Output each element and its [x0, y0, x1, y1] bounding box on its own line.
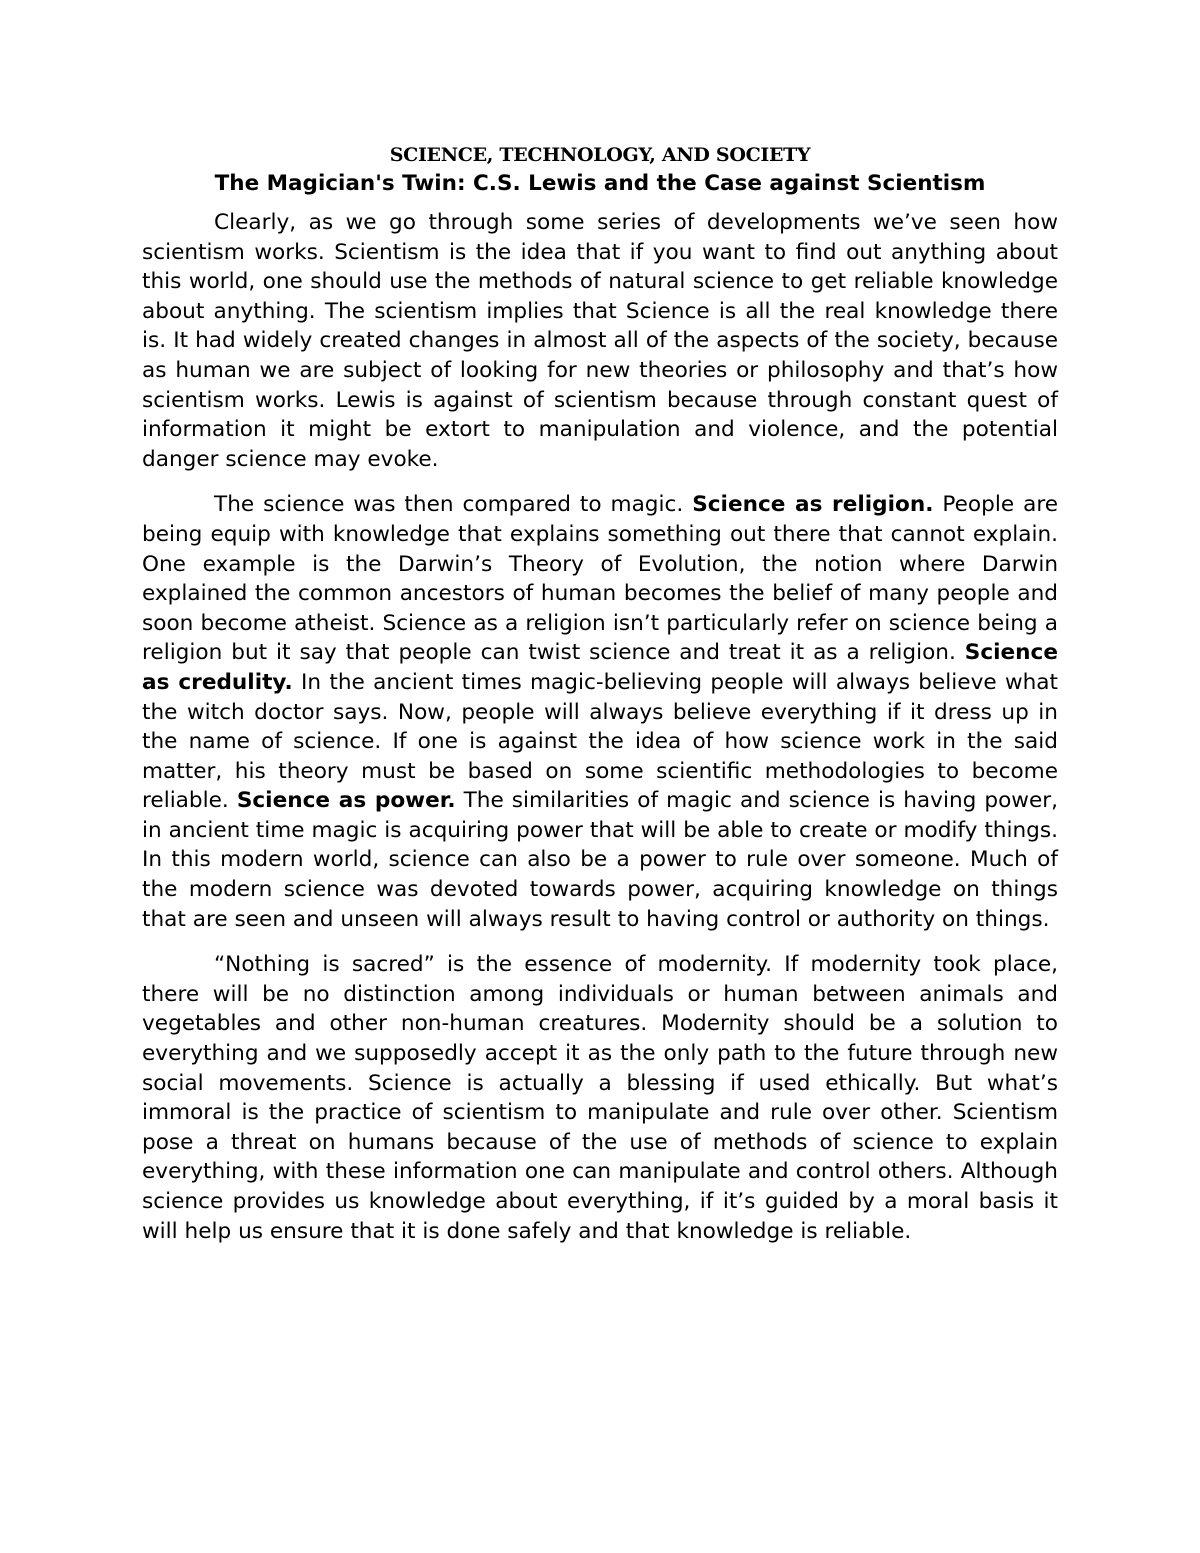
document-subtitle: The Magician's Twin: C.S. Lewis and the Case against Scientism: [214, 171, 986, 196]
document-page: [142, 140, 1058, 1262]
paragraph-1: [142, 208, 1058, 474]
document-title: SCIENCE, TECHNOLOGY, AND SOCIETY: [389, 144, 811, 166]
paragraph-text: The science was then compared to magic.: [214, 492, 693, 518]
paragraph-text: “Nothing is sacred” is the essence of modernity. If modernity took place, there will be no distinction among individuals or human between animals and vegetables and other non-human creatures. Modernity should be a solution to everything and we supposedly accept it as the only path to the future through new social movements. Science is actually a blessing if used ethically. But what’s immoral is the practice of scientism to manipulate and rule over other. Scientism pose a threat on humans because of the use of methods of science to explain everything, with these information one can manipulate and control others. Although science provides us knowledge about everything, if it’s guided by a moral basis it will help us ensure that it is done safely and that knowledge is reliable.: [142, 952, 1058, 1244]
bold-heading-science-as-power: Science as power.: [236, 788, 456, 814]
paragraph-text: People are being equip with knowledge that explains something out there that cannot explain. One example is the Darwin’s Theory of Evolution, the notion where Darwin explained the common ancestors of human becomes the belief of many people and soon become atheist. Science as a religion isn’t particularly refer on science being a religion but it say that people can twist science and treat it as a religion.: [142, 492, 1059, 666]
paragraph-3: [142, 950, 1058, 1246]
bold-heading-science-as-credulity: Science as credulity.: [142, 640, 1058, 695]
paragraph-2: [142, 490, 1058, 934]
paragraph-text: In the ancient times magic-believing people will always believe what the witch doctor says. Now, people will always believe everything if it dress up in the name of science. If one is against the idea of how science work in the said matter, his theory must be based on some scientific methodologies to become reliable.: [142, 669, 1058, 814]
paragraph-text: Clearly, as we go through some series of developments we’ve seen how scientism works. Scientism is the idea that if you want to find out anything about this world, one should use the methods of natural science to get reliable knowledge about anything. The scientism implies that Science is all the real knowledge there is. It had widely created changes in almost all of the aspects of the society, because as human we are subject of looking for new theories or philosophy and that’s how scientism works. Lewis is against of scientism because through constant quest of information it might be extort to manipulation and violence, and the potential danger science may evoke.: [142, 210, 1058, 472]
bold-heading-science-as-religion: Science as religion.: [692, 492, 934, 518]
paragraph-text: The similarities of magic and science is having power, in ancient time magic is acquiring power that will be able to create or modify things. In this modern world, science can also be a power to rule over someone. Much of the modern science was devoted towards power, acquiring knowledge on things that are seen and unseen will always result to having control or authority on things.: [142, 788, 1058, 932]
